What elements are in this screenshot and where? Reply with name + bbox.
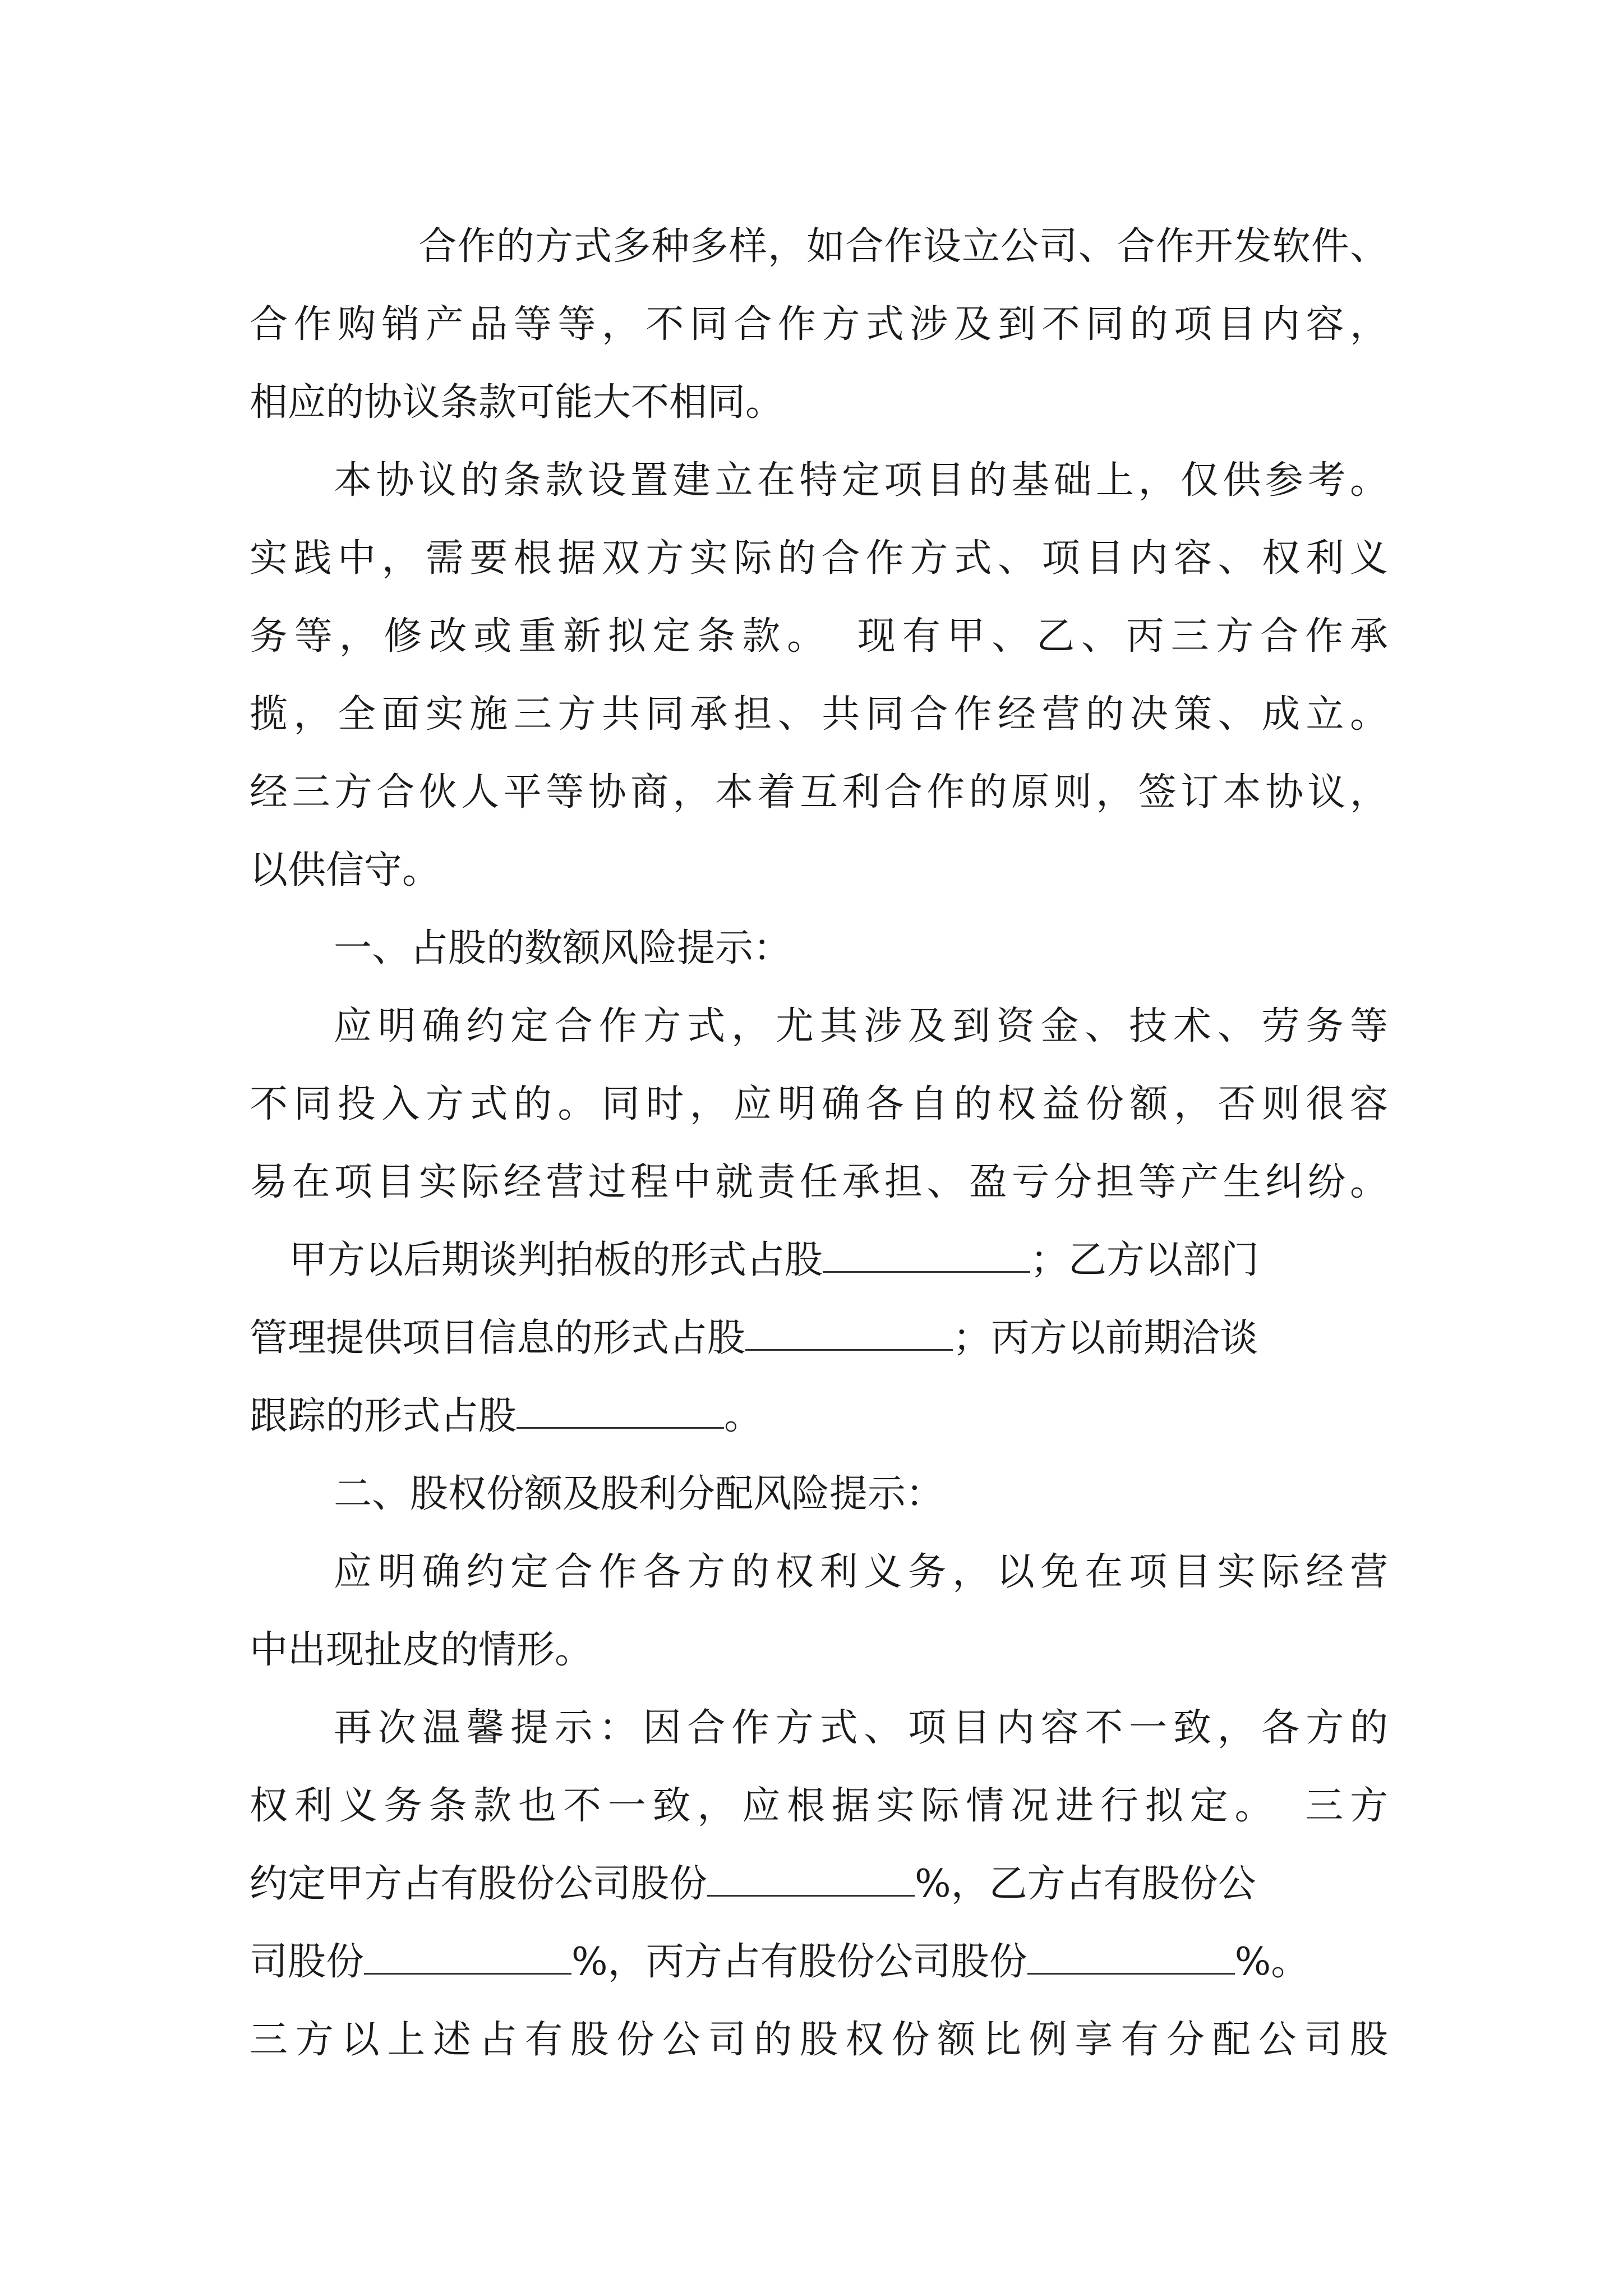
paragraph-line: 经三方合伙人平等协商，本着互利合作的原则，签订本协议， bbox=[250, 770, 1388, 815]
paragraph-line: 本协议的条款设置建立在特定项目的基础上，仅供参考。 bbox=[334, 458, 1388, 503]
paragraph-line: 甲方以后期谈判拍板的形式占股 ；乙方以部门 bbox=[289, 1238, 1260, 1282]
paragraph-line: 合作购销产品等等，不同合作方式涉及到不同的项目内容， bbox=[250, 302, 1388, 347]
document-page bbox=[250, 208, 1388, 2079]
paragraph-line: 实践中，需要根据双方实际的合作方式、项目内容、权利义 bbox=[250, 536, 1388, 581]
paragraph-line: 揽，全面实施三方共同承担、共同合作经营的决策、成立。 bbox=[250, 692, 1388, 737]
paragraph-line: 管理提供项目信息的形式占股 ；丙方以前期洽谈 bbox=[250, 1316, 1258, 1360]
fill-in-blank[interactable] bbox=[823, 1237, 1030, 1273]
paragraph-line: 易在项目实际经营过程中就责任承担、盈亏分担等产生纠纷。 bbox=[250, 1160, 1388, 1204]
paragraph-line: 中出现扯皮的情形。 bbox=[250, 1628, 593, 1672]
paragraph-line: 跟踪的形式占股 。 bbox=[250, 1394, 763, 1438]
paragraph-line: 司股份 %，丙方占有股份公司股份 %。 bbox=[250, 1940, 1310, 1984]
fill-in-blank[interactable] bbox=[745, 1315, 953, 1351]
paragraph-line: 务等，修改或重新拟定条款。 现有甲、乙、丙三方合作承 bbox=[250, 614, 1388, 659]
paragraph-line: 应明确约定合作各方的权利义务，以免在项目实际经营 bbox=[334, 1550, 1388, 1594]
fill-in-blank[interactable] bbox=[1027, 1939, 1235, 1975]
paragraph-line: 应明确约定合作方式，尤其涉及到资金、技术、劳务等 bbox=[334, 1004, 1388, 1048]
fill-in-blank[interactable] bbox=[707, 1861, 915, 1897]
paragraph-line: 不同投入方式的。同时，应明确各自的权益份额，否则很容 bbox=[250, 1082, 1388, 1126]
paragraph-line: 相应的协议条款可能大不相同。 bbox=[250, 380, 784, 425]
section-heading: 二、股权份额及股利分配风险提示： bbox=[334, 1472, 944, 1516]
fill-in-blank[interactable] bbox=[364, 1939, 571, 1975]
paragraph-line: 三方以上述占有股份公司的股权份额比例享有分配公司股 bbox=[250, 2018, 1388, 2062]
paragraph-line: 以供信守。 bbox=[250, 848, 441, 892]
paragraph-line: 再次温馨提示：因合作方式、项目内容不一致，各方的 bbox=[334, 1706, 1388, 1750]
paragraph-line: 约定甲方占有股份公司股份 %，乙方占有股份公 bbox=[250, 1862, 1256, 1906]
paragraph-line: 权利义务条款也不一致，应根据实际情况进行拟定。 三方 bbox=[250, 1784, 1388, 1828]
section-heading: 一、占股的数额风险提示： bbox=[334, 926, 792, 970]
fill-in-blank[interactable] bbox=[517, 1393, 724, 1429]
paragraph-line: 合作的方式多种多样，如合作设立公司、合作开发软件、 bbox=[418, 224, 1388, 269]
